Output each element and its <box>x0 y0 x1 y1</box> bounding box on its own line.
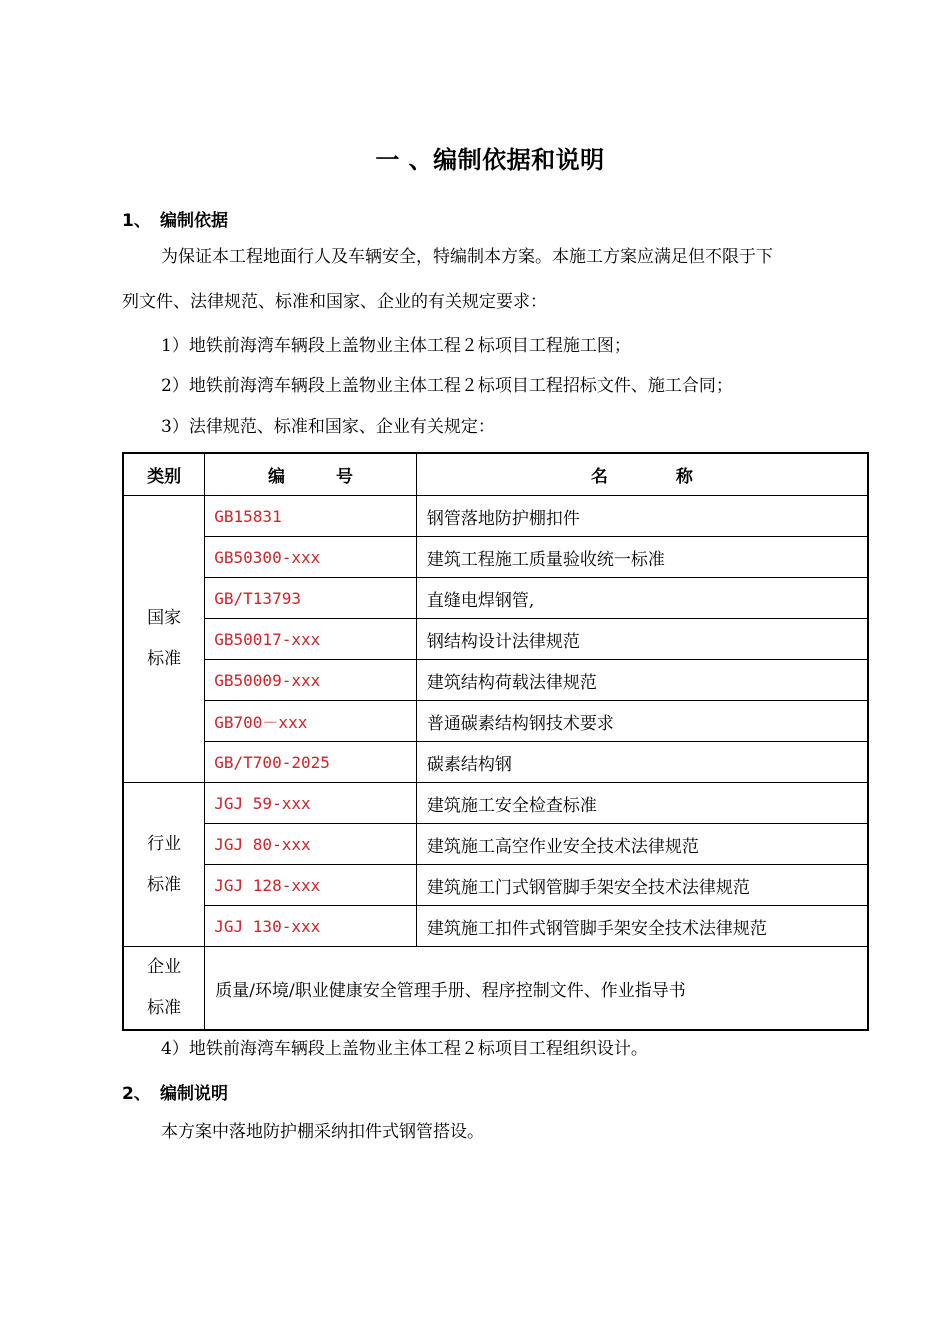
basis-item-4: 4）地铁前海湾车辆段上盖物业主体工程２标项目工程组织设计。 <box>161 1039 648 1059</box>
header-code: 编 号 <box>205 453 417 496</box>
intro-line-2: 列文件、法律规范、标准和国家、企业的有关规定要求： <box>122 292 547 312</box>
standard-code: JGJ 59-xxx <box>205 783 417 824</box>
standard-code: GB50017-xxx <box>205 619 417 660</box>
standard-code: JGJ 128-xxx <box>205 865 417 906</box>
standard-name: 建筑施工门式钢管脚手架安全技术法律规范 <box>416 865 868 906</box>
category-industry-line2: 标准 <box>147 874 182 895</box>
header-name: 名 称 <box>416 453 868 496</box>
section-1-title: 编制依据 <box>160 211 228 231</box>
category-national-line2: 标准 <box>147 649 182 669</box>
section-2-body: 本方案中落地防护棚采纳扣件式钢管搭设。 <box>161 1122 484 1142</box>
standard-code: JGJ 130-xxx <box>205 906 417 947</box>
standard-name: 建筑施工扣件式钢管脚手架安全技术法律规范 <box>416 906 868 947</box>
table-row <box>123 906 868 947</box>
intro-line-1: 为保证本工程地面行人及车辆安全，特编制本方案。本施工方案应满足但不限于下 <box>161 247 773 267</box>
standard-name: 普通碳素结构钢技术要求 <box>416 701 868 742</box>
category-industry <box>123 783 205 947</box>
category-industry-line1: 行业 <box>147 833 182 854</box>
category-national <box>123 496 205 783</box>
standard-code: GB700－xxx <box>205 701 417 742</box>
section-2-heading <box>122 1079 228 1104</box>
table-row <box>123 865 868 906</box>
standards-table <box>122 452 869 1031</box>
table-row <box>123 619 868 660</box>
section-1-heading <box>122 206 228 231</box>
standard-code: GB15831 <box>205 496 417 537</box>
standard-code: GB/T700-2025 <box>205 742 417 783</box>
table-row <box>123 783 868 824</box>
standard-code: JGJ 80-xxx <box>205 824 417 865</box>
category-national-line1: 国家 <box>147 608 182 628</box>
section-2-number: 2、 <box>122 1084 151 1104</box>
standard-name: 碳素结构钢 <box>416 742 868 783</box>
standard-name: 钢管落地防护棚扣件 <box>416 496 868 537</box>
enterprise-standard-content: 质量/环境/职业健康安全管理手册、程序控制文件、作业指导书 <box>205 947 868 1031</box>
standard-name: 建筑施工安全检查标准 <box>416 783 868 824</box>
section-1-number: 1、 <box>122 211 151 231</box>
standard-code: GB/T13793 <box>205 578 417 619</box>
page-title: 一 、编制依据和说明 <box>375 146 605 174</box>
standard-code: GB50009-xxx <box>205 660 417 701</box>
table-header-row <box>123 453 868 496</box>
basis-item-1: 1）地铁前海湾车辆段上盖物业主体工程２标项目工程施工图； <box>161 336 631 356</box>
section-2-title: 编制说明 <box>160 1084 228 1104</box>
table-row <box>123 578 868 619</box>
table-row <box>123 742 868 783</box>
category-enterprise-line2: 标准 <box>147 998 182 1018</box>
basis-item-3: 3）法律规范、标准和国家、企业有关规定： <box>161 417 495 437</box>
category-enterprise <box>123 947 205 1031</box>
category-enterprise-line1: 企业 <box>147 957 182 977</box>
standard-name: 建筑结构荷载法律规范 <box>416 660 868 701</box>
table-row <box>123 660 868 701</box>
standard-code: GB50300-xxx <box>205 537 417 578</box>
standard-name: 钢结构设计法律规范 <box>416 619 868 660</box>
table-row <box>123 824 868 865</box>
table-row <box>123 701 868 742</box>
basis-item-2: 2）地铁前海湾车辆段上盖物业主体工程２标项目工程招标文件、施工合同； <box>161 376 733 396</box>
standard-name: 建筑工程施工质量验收统一标准 <box>416 537 868 578</box>
table-row <box>123 496 868 537</box>
standard-name: 建筑施工高空作业安全技术法律规范 <box>416 824 868 865</box>
standard-name: 直缝电焊钢管, <box>416 578 868 619</box>
table-row <box>123 537 868 578</box>
table-row <box>123 947 868 1031</box>
header-category: 类别 <box>123 453 205 496</box>
